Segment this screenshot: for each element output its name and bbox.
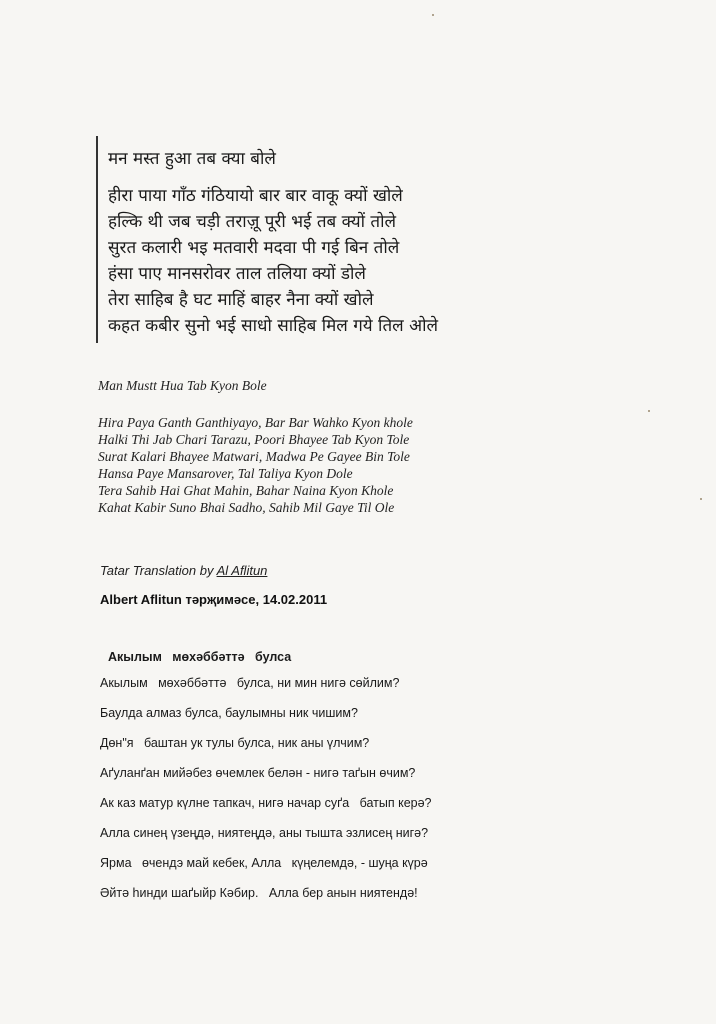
transliteration-title: Man Mustt Hua Tab Kyon Bole (98, 378, 267, 393)
hindi-poem-title: मन मस्त हुआ तब क्या बोले (108, 149, 276, 169)
hindi-poem (96, 136, 528, 343)
transliteration-poem (98, 378, 518, 516)
paper-speck (648, 410, 650, 412)
tatar-line: Баулда алмаз булса, баулымны ник чишим? (100, 706, 358, 720)
author-link[interactable]: Al Aflitun (216, 563, 268, 578)
transliteration-line: Halki Thi Jab Chari Tarazu, Poori Bhayee Tab Kyon Tole (98, 432, 410, 447)
transliteration-line: Hansa Paye Mansarover, Tal Taliya Kyon Dole (98, 466, 353, 481)
transliteration-line: Surat Kalari Bhayee Matwari, Madwa Pe Gayee Bin Tole (98, 449, 410, 464)
hindi-line: हल्कि थी जब चड़ी तराज़ू पूरी भई तब क्यों तोले (108, 212, 397, 232)
transliteration-line: Kahat Kabir Suno Bhai Sadho, Sahib Mil Gaye Til Ole (98, 500, 395, 515)
hindi-line: कहत कबीर सुनो भई साधो साहिब मिल गये तिल ओले (108, 316, 439, 336)
transliteration-line: Hira Paya Ganth Ganthiyayo, Bar Bar Wahko Kyon khole (98, 415, 413, 430)
tatar-line: Акылым мөхәббәттә булса, ни мин нигә сөйлим? (100, 676, 400, 690)
tatar-line: Аґуланґан мийәбез өчемлек белән - нигә таґын өчим? (100, 766, 416, 780)
tatar-line: Ак каз матур күлне тапкач, нигә начар суґа батып керә? (100, 796, 432, 810)
hindi-line: सुरत कलारी भइ मतवारी मदवा पी गई बिन तोले (108, 238, 400, 258)
credit-prefix: Tatar Translation by (100, 563, 217, 578)
hindi-line: तेरा साहिब है घट माहिं बाहर नैना क्यों खोले (108, 290, 374, 310)
paper-speck (700, 498, 702, 500)
hindi-line: हीरा पाया गाँठ गंठियायो बार बार वाकू क्यों खोले (108, 186, 403, 206)
tatar-line: Алла синең үзеңдә, ниятеңдә, аны тышта эзлисең нигә? (100, 826, 429, 840)
tatar-poem-title: Акылым мөхәббәттә булса (108, 650, 292, 664)
translation-credit (100, 563, 267, 578)
tatar-poem (100, 650, 520, 914)
hindi-line: हंसा पाए मानसरोवर ताल तलिया क्यों डोले (108, 264, 366, 284)
transliteration-line: Tera Sahib Hai Ghat Mahin, Bahar Naina Kyon Khole (98, 483, 394, 498)
tatar-line: Ярма өчендэ май кебек, Алла күңелемдә, - шуңа күрә (100, 856, 428, 870)
paper-speck (432, 14, 434, 16)
translation-credit-tatar: Albert Aflitun тәрҗимәсе, 14.02.2011 (100, 592, 328, 607)
tatar-line: Дөн"я баштан ук тулы булса, ник аны үлчим? (100, 736, 370, 750)
tatar-line: Әйтә һинди шаґыйр Кәбир. Алла бер анын ниятендә! (100, 886, 418, 900)
